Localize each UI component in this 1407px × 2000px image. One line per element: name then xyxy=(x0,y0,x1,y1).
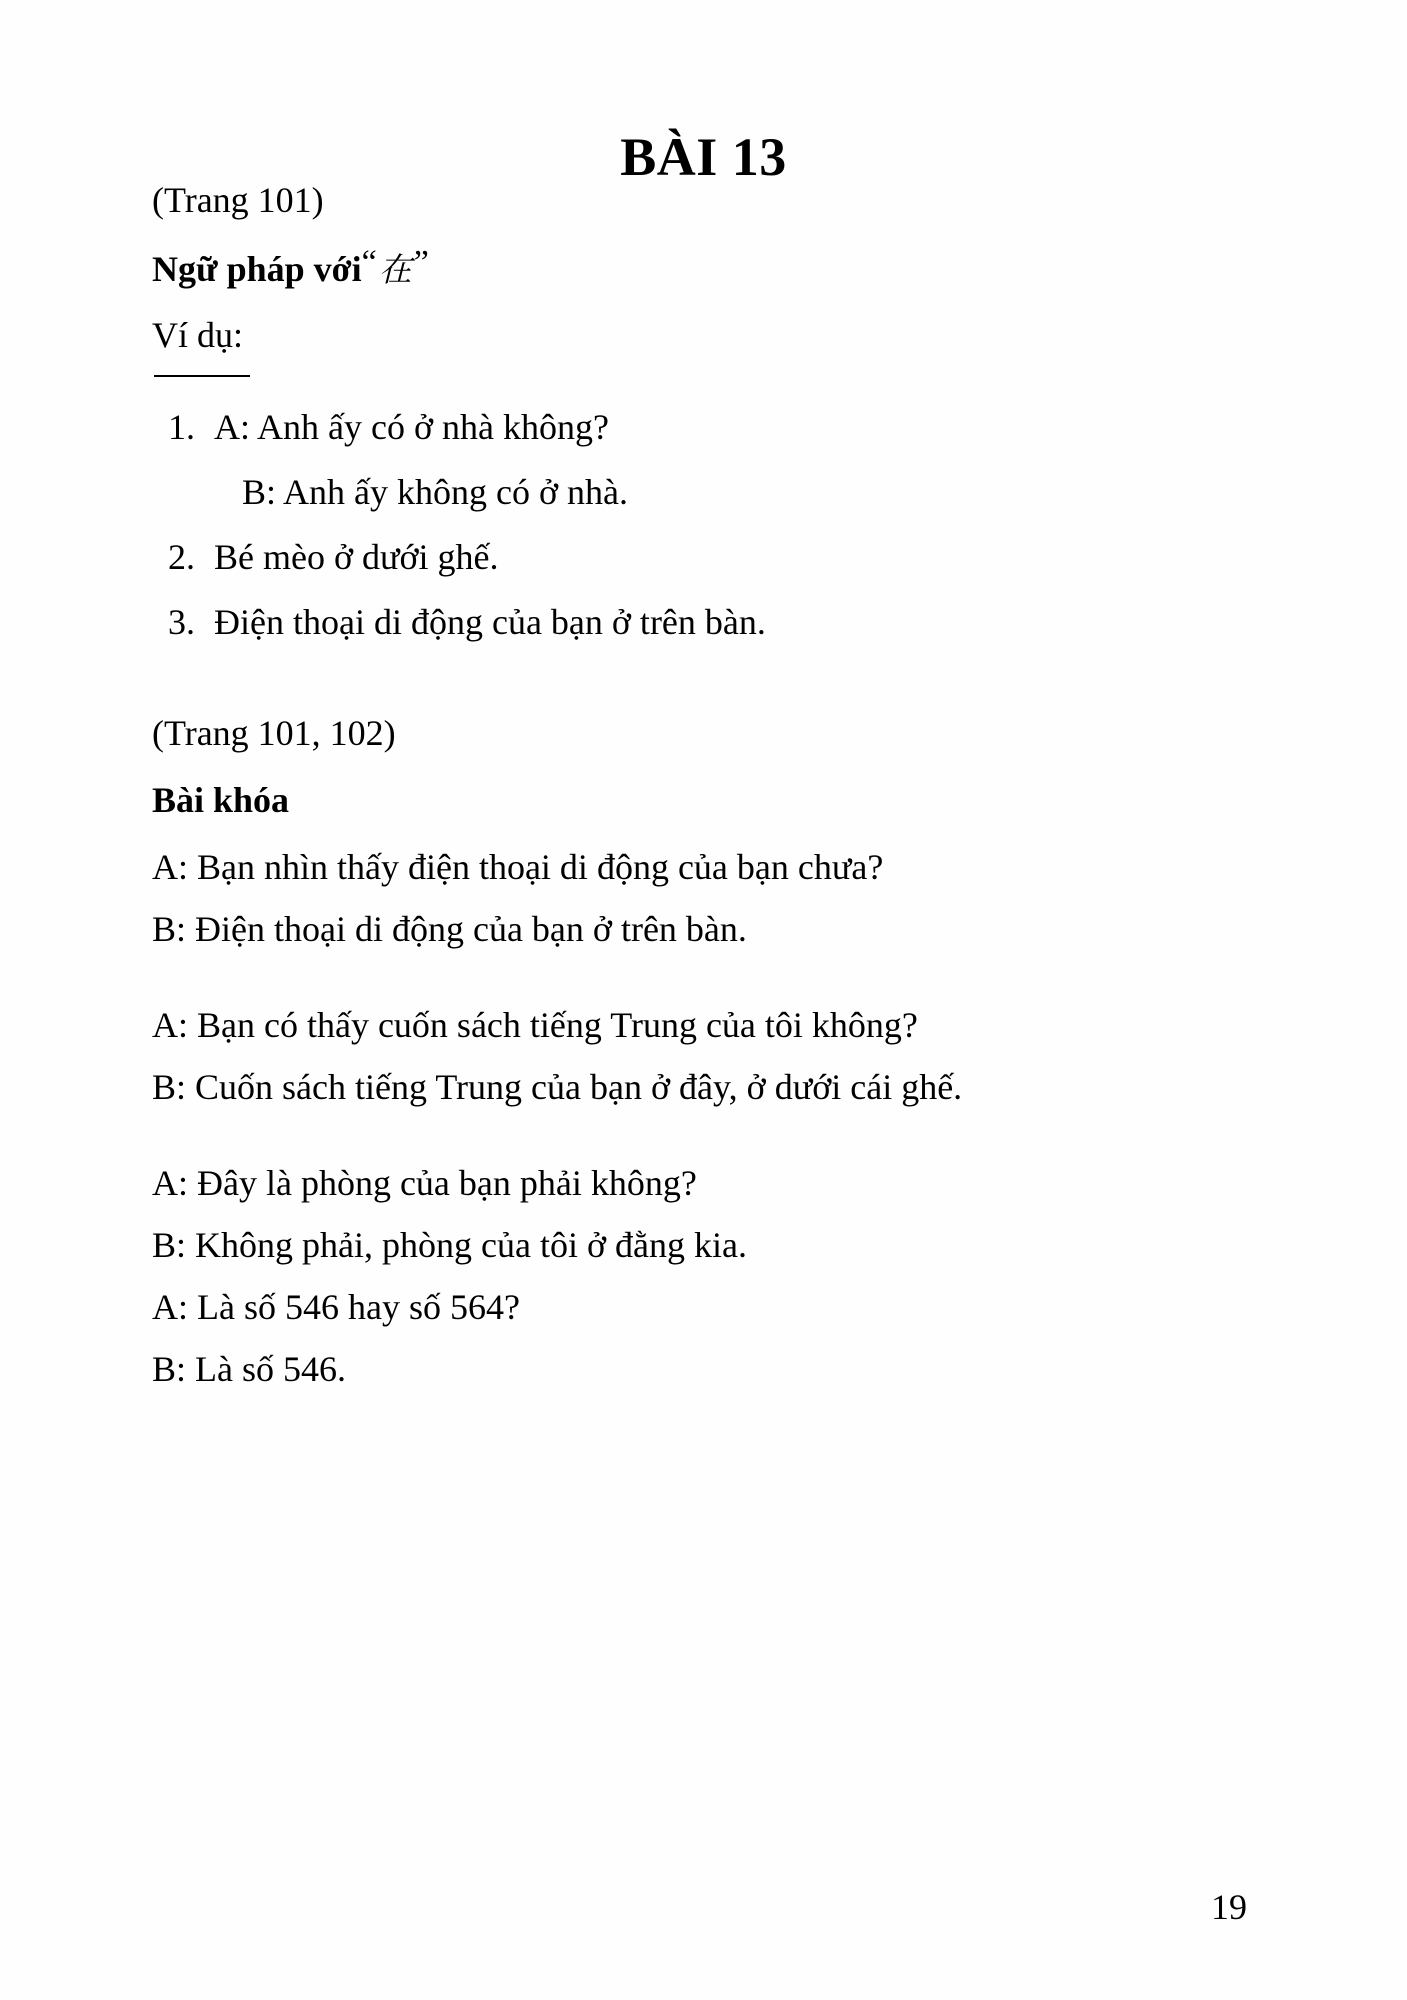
text-heading: Bài khóa xyxy=(152,780,290,820)
list-item xyxy=(152,600,1272,645)
grammar-heading-label: Ngữ pháp với xyxy=(152,249,362,289)
example-list xyxy=(152,405,1272,645)
quote-close-mark: ” xyxy=(413,244,429,281)
dialogue-line: B: Cuốn sách tiếng Trung của bạn ở đây, ở dưới cái ghế. xyxy=(152,1067,963,1107)
dialogue-block-3 xyxy=(152,1165,1272,1387)
list-item-text: Bé mèo ở dưới ghế. xyxy=(214,537,499,577)
dialogue-line: B: Điện thoại di động của bạn ở trên bàn. xyxy=(152,909,747,949)
examples-label: Ví dụ: xyxy=(152,315,244,355)
list-item-number: 3. xyxy=(168,602,195,642)
dialogue-line: A: Bạn nhìn thấy điện thoại di động của bạn chưa? xyxy=(152,847,884,887)
dialogue-block-2 xyxy=(152,1007,1272,1105)
dialogue-line: A: Là số 546 hay số 564? xyxy=(152,1287,520,1327)
page-number: 19 xyxy=(1211,1887,1247,1927)
horizontal-divider xyxy=(154,375,250,377)
dialogue-spacer xyxy=(152,1139,1272,1165)
list-item-subtext: B: Anh ấy không có ở nhà. xyxy=(242,472,628,512)
dialogue-spacer xyxy=(152,981,1272,1007)
dialogue-line: B: Là số 546. xyxy=(152,1349,346,1389)
page-title: BÀI 13 xyxy=(620,127,787,187)
grammar-heading xyxy=(152,244,1272,291)
grammar-page-reference: (Trang 101) xyxy=(152,180,324,220)
section-spacer xyxy=(152,665,1272,715)
quote-open-mark: “ xyxy=(361,244,377,281)
dialogue-block-1 xyxy=(152,849,1272,947)
list-item xyxy=(152,535,1272,580)
list-item xyxy=(152,405,1272,515)
dialogue-line: A: Bạn có thấy cuốn sách tiếng Trung của tôi không? xyxy=(152,1005,918,1045)
chinese-character-zai: 在 xyxy=(378,250,412,289)
dialogue-line: A: Đây là phòng của bạn phải không? xyxy=(152,1163,697,1203)
document-body xyxy=(152,182,1272,1387)
dialogue-line: B: Không phải, phòng của tôi ở đằng kia. xyxy=(152,1225,747,1265)
list-item-number: 2. xyxy=(168,537,195,577)
text-page-reference: (Trang 101, 102) xyxy=(152,713,396,753)
list-item-number: 1. xyxy=(168,407,195,447)
list-item-text: A: Anh ấy có ở nhà không? xyxy=(214,407,609,447)
list-item-text: Điện thoại di động của bạn ở trên bàn. xyxy=(214,602,766,642)
